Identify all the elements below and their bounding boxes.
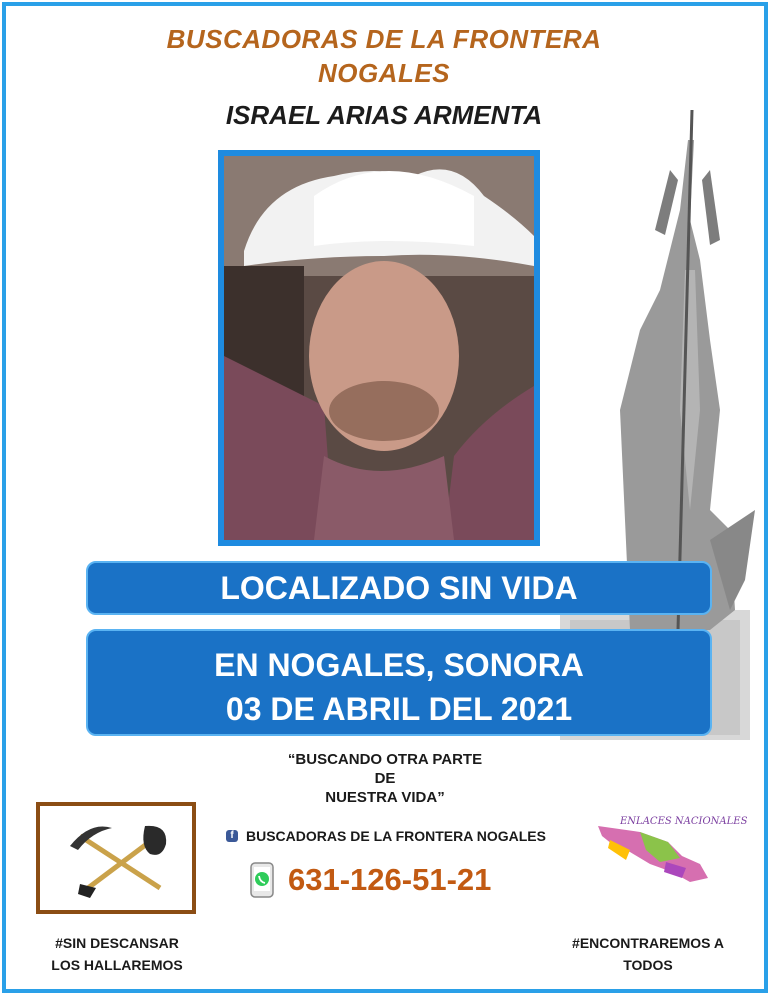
date-text: 03 DE ABRIL DEL 2021 — [225, 691, 573, 727]
location-date-banner — [86, 629, 712, 736]
org-title-line1: BUSCADORAS DE LA FRONTERA — [166, 24, 602, 54]
hashtag-right — [558, 932, 738, 976]
enlaces-nacionales-logo — [590, 812, 748, 888]
enlaces-logo-text: ENLACES NACIONALES — [620, 816, 748, 827]
person-photo — [218, 150, 540, 546]
person-photo-illustration — [224, 156, 534, 540]
phone-contact — [248, 862, 491, 898]
whatsapp-phone-icon — [248, 862, 276, 898]
quote-line3: NUESTRA VIDA” — [325, 789, 445, 806]
hashtag-left-line1: #SIN DESCANSAR — [55, 935, 179, 951]
hashtag-right-line2: TODOS — [623, 957, 673, 973]
status-banner — [86, 561, 712, 615]
hashtag-right-line1: #ENCONTRAREMOS A — [572, 935, 724, 951]
location-text: EN NOGALES, SONORA — [214, 647, 584, 683]
org-title-line2: NOGALES — [317, 58, 451, 88]
person-name: ISRAEL ARIAS ARMENTA — [225, 100, 543, 130]
quote-line1: “BUSCANDO OTRA PARTE — [287, 751, 483, 768]
hashtag-left — [34, 932, 200, 976]
facebook-contact — [226, 828, 546, 844]
facebook-icon: f — [226, 830, 238, 842]
phone-number: 631-126-51-21 — [288, 862, 492, 897]
facebook-page-label: BUSCADORAS DE LA FRONTERA NOGALES — [246, 828, 546, 844]
hashtag-left-line2: LOS HALLAREMOS — [51, 957, 183, 973]
pickaxe-shovel-icon — [40, 806, 192, 910]
quote-line2: DE — [374, 770, 396, 787]
tools-box — [36, 802, 196, 914]
status-headline: LOCALIZADO SIN VIDA — [220, 570, 578, 606]
